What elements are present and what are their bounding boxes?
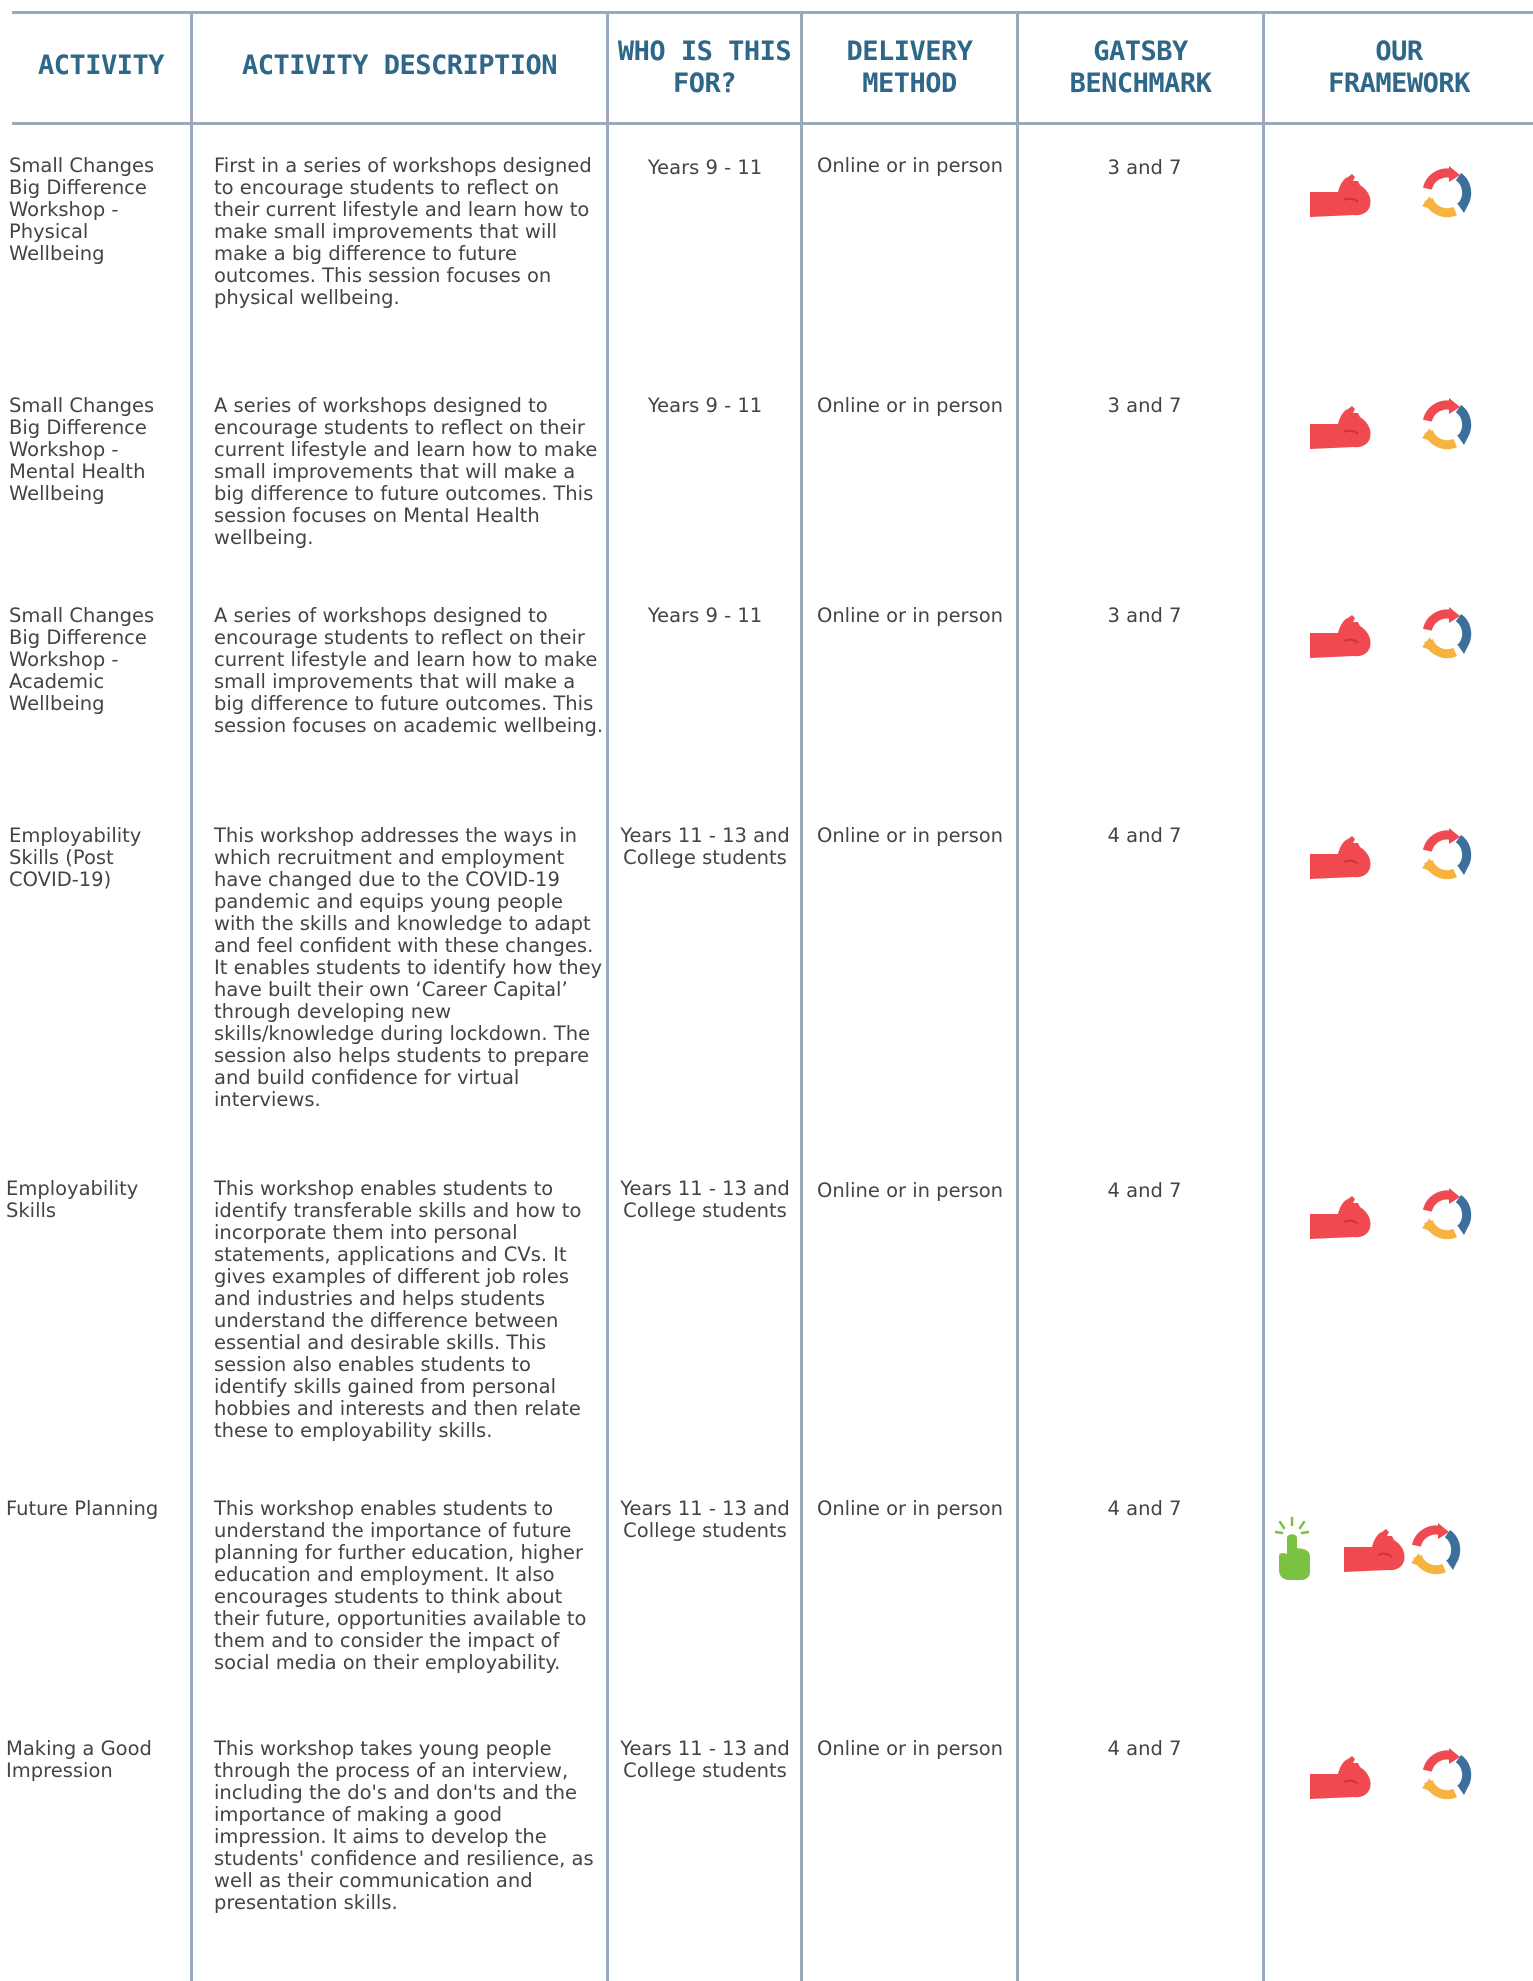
activity-description: This workshop enables students to understand the importance of future planning for further education, higher education and employment. It also encourages students to think about their future, opportunities available to them and to consider the impact of social media on their employability. — [214, 1497, 587, 1674]
audience: Years 9 - 11 — [647, 394, 763, 417]
flexed-arm-icon — [1308, 834, 1374, 890]
framework-icons — [1268, 396, 1530, 468]
delivery-method: Online or in person — [816, 1179, 1004, 1202]
header-activity: ACTIVITY — [37, 50, 165, 81]
framework-icons — [1268, 605, 1530, 677]
activity-name: Future Planning — [6, 1497, 159, 1520]
activity-description: First in a series of workshops designed to encourage students to reflect on their current lifestyle and learn how to make small improvements that will make a big difference to future outcomes. This session focuses on physical wellbeing. — [214, 154, 592, 309]
header-gatsby: GATSBY BENCHMARK — [1069, 36, 1212, 99]
delivery-method: Online or in person — [816, 154, 1004, 177]
activity-name: Employability Skills (Post COVID-19) — [9, 824, 142, 891]
gatsby-benchmark: 4 and 7 — [1107, 1179, 1182, 1202]
flexed-arm-icon — [1308, 613, 1374, 669]
header-who: WHO IS THIS FOR? — [617, 36, 792, 99]
column-divider-1 — [190, 11, 193, 1981]
framework-icons — [1268, 1746, 1530, 1818]
framework-icons — [1268, 1516, 1530, 1588]
cycle-arrows-icon — [1418, 1186, 1476, 1248]
cycle-arrows-icon — [1418, 164, 1476, 226]
delivery-method: Online or in person — [816, 824, 1004, 847]
column-divider-4 — [1016, 11, 1019, 1981]
header-bottom-border — [12, 122, 1533, 125]
activity-name: Making a Good Impression — [6, 1737, 152, 1782]
audience: Years 11 - 13 and College students — [620, 824, 790, 869]
activity-name: Small Changes Big Difference Workshop - Physical Wellbeing — [9, 154, 155, 265]
cycle-arrows-icon — [1418, 1746, 1476, 1808]
header-framework: OUR FRAMEWORK — [1328, 36, 1470, 99]
audience: Years 11 - 13 and College students — [620, 1497, 790, 1542]
activity-description: This workshop takes young people through the process of an interview, including the do's and don'ts and the importance of making a good impression. It aims to develop the students' confidence and resilience, as well as their communication and presentation skills. — [214, 1737, 594, 1914]
flexed-arm-icon — [1342, 1527, 1408, 1583]
header-delivery: DELIVERY METHOD — [846, 36, 973, 99]
activity-name: Small Changes Big Difference Workshop - Academic Wellbeing — [9, 604, 155, 715]
delivery-method: Online or in person — [816, 1497, 1004, 1520]
flexed-arm-icon — [1308, 1754, 1374, 1810]
activity-name: Small Changes Big Difference Workshop - Mental Health Wellbeing — [9, 394, 155, 505]
framework-icons — [1268, 826, 1530, 898]
activity-description: A series of workshops designed to encourage students to reflect on their current lifestyle and learn how to make small improvements that will make a big difference to future outcomes. This session focuses on Mental Health wellbeing. — [214, 394, 598, 549]
audience: Years 11 - 13 and College students — [620, 1177, 790, 1222]
activity-description: This workshop enables students to identify transferable skills and how to incorporate them into personal statements, applications and CVs. It gives examples of different job roles and industries and helps students understand the difference between essential and desirable skills. This session also enables students to identify skills gained from personal hobbies and interests and then relate these to employability skills. — [214, 1177, 582, 1442]
column-divider-2 — [606, 11, 609, 1981]
delivery-method: Online or in person — [816, 604, 1004, 627]
gatsby-benchmark: 3 and 7 — [1107, 604, 1182, 627]
gatsby-benchmark: 4 and 7 — [1107, 1497, 1182, 1520]
activity-name: Employability Skills — [6, 1177, 139, 1222]
cycle-arrows-icon — [1407, 1521, 1465, 1583]
flexed-arm-icon — [1308, 404, 1374, 460]
audience: Years 11 - 13 and College students — [620, 1737, 790, 1782]
cycle-arrows-icon — [1418, 826, 1476, 888]
flexed-arm-icon — [1308, 1194, 1374, 1250]
framework-icons — [1268, 164, 1530, 236]
column-divider-3 — [800, 11, 803, 1981]
gatsby-benchmark: 4 and 7 — [1107, 824, 1182, 847]
gatsby-benchmark: 3 and 7 — [1107, 156, 1182, 179]
table-top-border — [12, 11, 1533, 14]
cycle-arrows-icon — [1418, 396, 1476, 458]
gatsby-benchmark: 4 and 7 — [1107, 1737, 1182, 1760]
delivery-method: Online or in person — [816, 1737, 1004, 1760]
header-description: ACTIVITY DESCRIPTION — [241, 50, 558, 81]
framework-icons — [1268, 1186, 1530, 1258]
gatsby-benchmark: 3 and 7 — [1107, 394, 1182, 417]
pointing-hand-icon — [1270, 1516, 1316, 1586]
flexed-arm-icon — [1308, 172, 1374, 228]
column-divider-5 — [1262, 11, 1265, 1981]
activity-description: A series of workshops designed to encourage students to reflect on their current lifestyle and learn how to make small improvements that will make a big difference to future outcomes. This session focuses on academic wellbeing. — [214, 604, 604, 737]
cycle-arrows-icon — [1418, 605, 1476, 667]
audience: Years 9 - 11 — [647, 604, 763, 627]
delivery-method: Online or in person — [816, 394, 1004, 417]
activity-description: This workshop addresses the ways in which recruitment and employment have changed due to the COVID-19 pandemic and equips young people with the skills and knowledge to adapt and feel confident with these changes. It enables students to identify how they have built their own ‘Career Capital’ through developing new skills/knowledge during lockdown. The session also helps students to prepare and build confidence for virtual interviews. — [214, 824, 603, 1111]
audience: Years 9 - 11 — [647, 156, 763, 179]
